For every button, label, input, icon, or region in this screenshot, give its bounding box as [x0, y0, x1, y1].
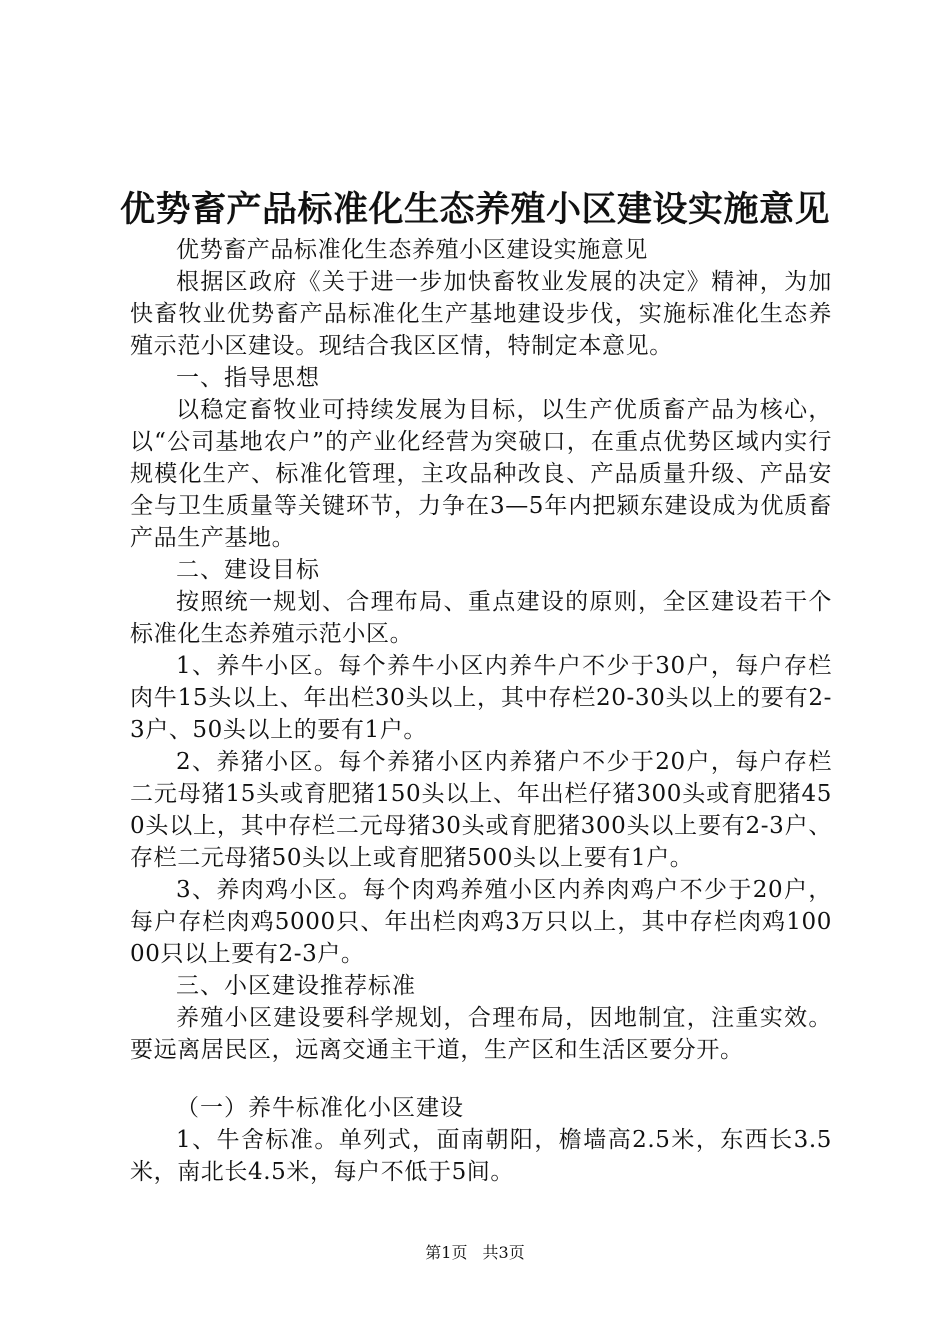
section-heading-recommended-standards: 三、小区建设推荐标准 — [176, 973, 416, 999]
page-number: 第1页 — [425, 1243, 468, 1262]
document-title: 优势畜产品标准化生态养殖小区建设实施意见 — [119, 189, 830, 230]
subsection-heading-cattle-standard: （一）养牛标准化小区建设 — [176, 1095, 464, 1121]
recommended-standards-paragraph: 养殖小区建设要科学规划，合理布局，因地制宜，注重实效。要远离居民区，远离交通主干道，生产区和生活区要分开。 — [130, 1005, 832, 1063]
page-total: 共3页 — [482, 1243, 525, 1262]
document-body — [130, 234, 832, 1188]
subtitle-paragraph: 优势畜产品标准化生态养殖小区建设实施意见 — [176, 237, 648, 263]
broiler-district-paragraph: 3、养肉鸡小区。每个肉鸡养殖小区内养肉鸡户不少于20户，每户存栏肉鸡5000只、年出栏肉鸡3万只以上，其中存栏肉鸡10000只以上要有2-3户。 — [130, 877, 832, 967]
construction-goals-paragraph: 按照统一规划、合理布局、重点建设的原则，全区建设若干个标准化生态养殖示范小区。 — [130, 589, 832, 647]
intro-paragraph: 根据区政府《关于进一步加快畜牧业发展的决定》精神，为加快畜牧业优势畜产品标准化生产基地建设步伐，实施标准化生态养殖示范小区建设。现结合我区区情，特制定本意见。 — [130, 269, 832, 359]
page-footer — [0, 1242, 950, 1264]
section-heading-construction-goals: 二、建设目标 — [176, 557, 320, 583]
section-heading-guiding-ideology: 一、指导思想 — [176, 365, 320, 391]
cattle-district-paragraph: 1、养牛小区。每个养牛小区内养牛户不少于30户，每户存栏肉牛15头以上、年出栏30头以上，其中存栏20-30头以上的要有2-3户、50头以上的要有1户。 — [130, 653, 832, 743]
pig-district-paragraph: 2、养猪小区。每个养猪小区内养猪户不少于20户，每户存栏二元母猪15头或育肥猪150头以上、年出栏仔猪300头或育肥猪450头以上，其中存栏二元母猪30头或育肥猪300头以上要有2-3户、存栏二元母猪50头以上或育肥猪500头以上要有1户。 — [130, 749, 832, 871]
paragraph-gap — [130, 1066, 832, 1092]
guiding-ideology-paragraph: 以稳定畜牧业可持续发展为目标，以生产优质畜产品为核心，以“公司基地农户”的产业化经营为突破口，在重点优势区域内实行规模化生产、标准化管理，主攻品种改良、产品质量升级、产品安全与卫生质量等关键环节，力争在3—5年内把颍东建设成为优质畜产品生产基地。 — [130, 397, 832, 551]
cattle-barn-standard-paragraph: 1、牛舍标准。单列式，面南朝阳，檐墙高2.5米，东西长3.5米，南北长4.5米，每户不低于5间。 — [130, 1127, 832, 1185]
